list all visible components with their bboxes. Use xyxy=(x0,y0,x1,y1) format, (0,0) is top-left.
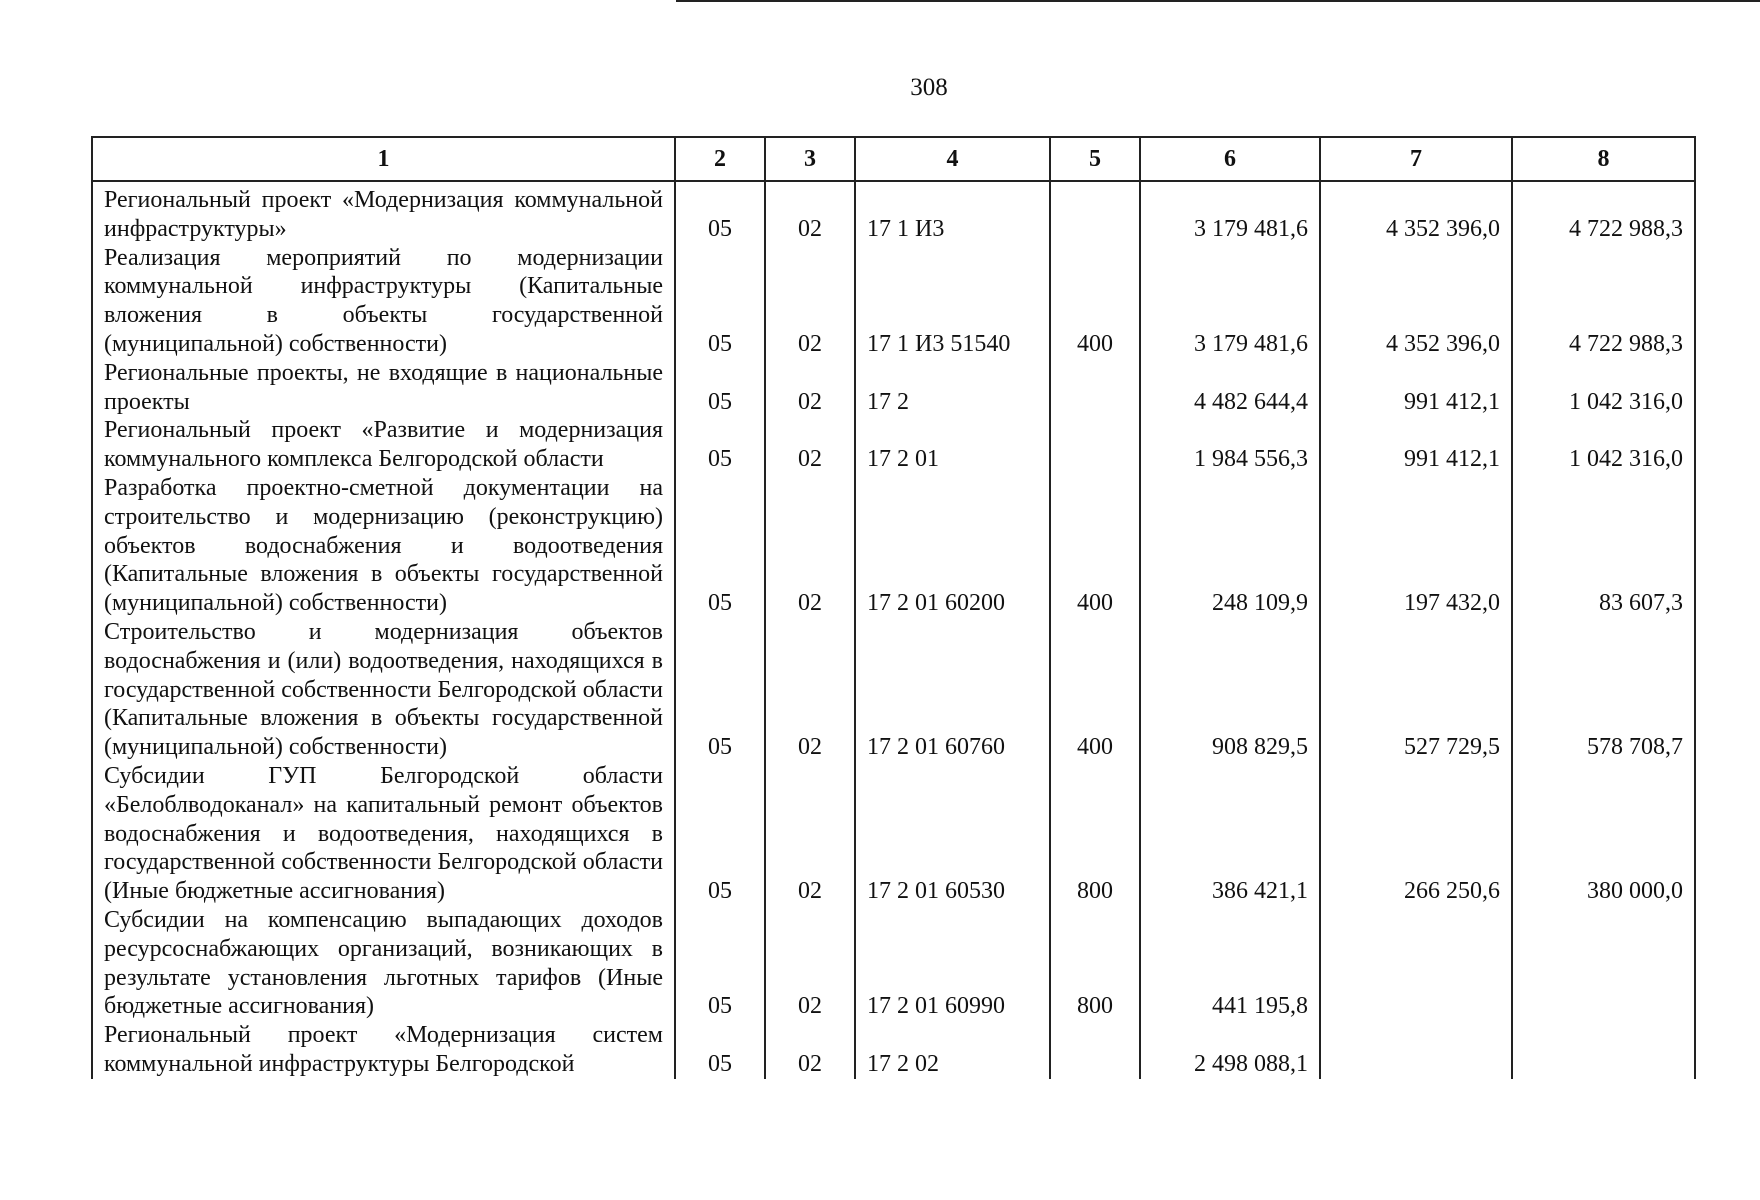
row-amount-col8: 4 722 988,3 xyxy=(1512,181,1695,244)
row-section: 05 xyxy=(675,474,765,618)
row-amount-col6: 908 829,5 xyxy=(1140,618,1320,762)
row-amount-col6: 4 482 644,4 xyxy=(1140,359,1320,417)
header-col-8: 8 xyxy=(1512,137,1695,181)
row-section: 05 xyxy=(675,762,765,906)
row-expense-type: 800 xyxy=(1050,762,1140,906)
row-amount-col6: 3 179 481,6 xyxy=(1140,181,1320,244)
table-row xyxy=(92,359,1695,417)
row-target-article: 17 2 01 60990 xyxy=(855,906,1050,1021)
row-amount-col7: 991 412,1 xyxy=(1320,416,1512,474)
row-amount-col8: 83 607,3 xyxy=(1512,474,1695,618)
row-name: Региональный проект «Модернизация коммунальной инфраструктуры» xyxy=(92,181,675,244)
row-amount-col8: 4 722 988,3 xyxy=(1512,244,1695,359)
header-row xyxy=(92,137,1695,181)
table-row xyxy=(92,474,1695,618)
table-row xyxy=(92,181,1695,244)
row-subsection: 02 xyxy=(765,181,855,244)
row-name: Субсидии на компенсацию выпадающих доходов ресурсоснабжающих организаций, возникающих в результате установления льготных тарифов (Иные бюджетные ассигнования) xyxy=(92,906,675,1021)
row-amount-col6: 441 195,8 xyxy=(1140,906,1320,1021)
row-amount-col6: 2 498 088,1 xyxy=(1140,1021,1320,1079)
header-col-6: 6 xyxy=(1140,137,1320,181)
row-target-article: 17 1 И3 51540 xyxy=(855,244,1050,359)
row-name: Субсидии ГУП Белгородской области «Белоблводоканал» на капитальный ремонт объектов водоснабжения и водоотведения, находящихся в государственной собственности Белгородской области (Иные бюджетные ассигнования) xyxy=(92,762,675,906)
row-expense-type: 400 xyxy=(1050,244,1140,359)
row-subsection: 02 xyxy=(765,359,855,417)
row-section: 05 xyxy=(675,244,765,359)
row-expense-type: 400 xyxy=(1050,618,1140,762)
table-row xyxy=(92,618,1695,762)
row-section: 05 xyxy=(675,618,765,762)
table-row xyxy=(92,244,1695,359)
row-amount-col7: 4 352 396,0 xyxy=(1320,181,1512,244)
header-col-2: 2 xyxy=(675,137,765,181)
header-col-4: 4 xyxy=(855,137,1050,181)
row-target-article: 17 2 01 60760 xyxy=(855,618,1050,762)
header-col-5: 5 xyxy=(1050,137,1140,181)
row-expense-type xyxy=(1050,181,1140,244)
row-expense-type: 400 xyxy=(1050,474,1140,618)
row-subsection: 02 xyxy=(765,618,855,762)
row-expense-type xyxy=(1050,359,1140,417)
row-target-article: 17 2 01 60530 xyxy=(855,762,1050,906)
row-section: 05 xyxy=(675,1021,765,1079)
row-name: Региональный проект «Модернизация систем коммунальной инфраструктуры Белгородской xyxy=(92,1021,675,1079)
row-amount-col8: 578 708,7 xyxy=(1512,618,1695,762)
row-amount-col6: 386 421,1 xyxy=(1140,762,1320,906)
row-subsection: 02 xyxy=(765,1021,855,1079)
row-target-article: 17 2 02 xyxy=(855,1021,1050,1079)
row-section: 05 xyxy=(675,181,765,244)
row-amount-col7: 527 729,5 xyxy=(1320,618,1512,762)
table-row xyxy=(92,416,1695,474)
budget-table xyxy=(91,136,1696,1079)
row-amount-col8 xyxy=(1512,906,1695,1021)
row-section: 05 xyxy=(675,416,765,474)
row-expense-type xyxy=(1050,1021,1140,1079)
row-amount-col7: 991 412,1 xyxy=(1320,359,1512,417)
row-amount-col6: 1 984 556,3 xyxy=(1140,416,1320,474)
row-subsection: 02 xyxy=(765,416,855,474)
top-rule xyxy=(676,0,1760,2)
row-amount-col7 xyxy=(1320,1021,1512,1079)
header-col-7: 7 xyxy=(1320,137,1512,181)
row-amount-col7 xyxy=(1320,906,1512,1021)
row-target-article: 17 2 01 xyxy=(855,416,1050,474)
header-col-1: 1 xyxy=(92,137,675,181)
row-subsection: 02 xyxy=(765,906,855,1021)
row-name: Региональный проект «Развитие и модернизация коммунального комплекса Белгородской области xyxy=(92,416,675,474)
row-subsection: 02 xyxy=(765,244,855,359)
row-expense-type: 800 xyxy=(1050,906,1140,1021)
row-amount-col8 xyxy=(1512,1021,1695,1079)
table-row xyxy=(92,1021,1695,1079)
row-name: Реализация мероприятий по модернизации коммунальной инфраструктуры (Капитальные вложения в объекты государственной (муниципальной) собственности) xyxy=(92,244,675,359)
header-col-3: 3 xyxy=(765,137,855,181)
row-amount-col6: 248 109,9 xyxy=(1140,474,1320,618)
row-name: Строительство и модернизация объектов водоснабжения и (или) водоотведения, находящихся в государственной собственности Белгородской области (Капитальные вложения в объекты государственной (муниципальной) собственности) xyxy=(92,618,675,762)
row-amount-col7: 197 432,0 xyxy=(1320,474,1512,618)
row-section: 05 xyxy=(675,906,765,1021)
row-amount-col7: 4 352 396,0 xyxy=(1320,244,1512,359)
row-subsection: 02 xyxy=(765,762,855,906)
row-amount-col8: 380 000,0 xyxy=(1512,762,1695,906)
row-expense-type xyxy=(1050,416,1140,474)
row-amount-col8: 1 042 316,0 xyxy=(1512,359,1695,417)
row-amount-col8: 1 042 316,0 xyxy=(1512,416,1695,474)
row-subsection: 02 xyxy=(765,474,855,618)
table-row xyxy=(92,762,1695,906)
row-target-article: 17 2 xyxy=(855,359,1050,417)
row-amount-col7: 266 250,6 xyxy=(1320,762,1512,906)
page-number: 308 xyxy=(910,74,948,101)
row-target-article: 17 1 И3 xyxy=(855,181,1050,244)
row-section: 05 xyxy=(675,359,765,417)
row-name: Региональные проекты, не входящие в национальные проекты xyxy=(92,359,675,417)
row-target-article: 17 2 01 60200 xyxy=(855,474,1050,618)
row-amount-col6: 3 179 481,6 xyxy=(1140,244,1320,359)
table-row xyxy=(92,906,1695,1021)
row-name: Разработка проектно-сметной документации на строительство и модернизацию (реконструкцию) объектов водоснабжения и водоотведения (Капитальные вложения в объекты государственной (муниципальной) собственности) xyxy=(92,474,675,618)
